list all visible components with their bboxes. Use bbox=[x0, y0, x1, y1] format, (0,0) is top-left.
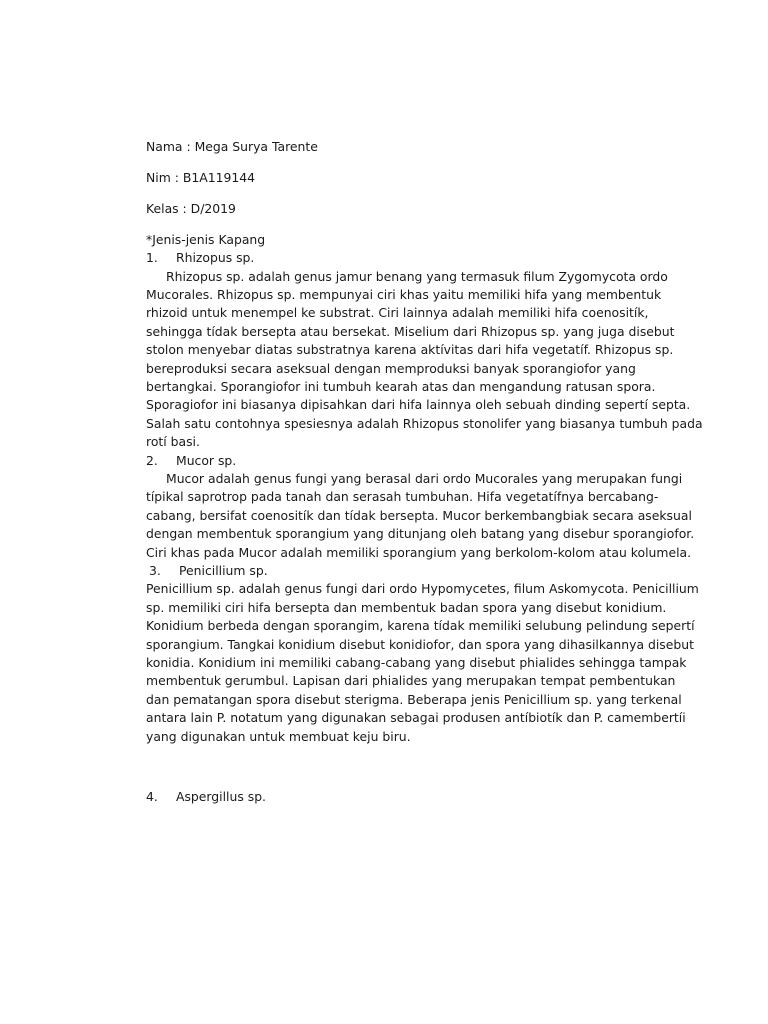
topic-title: *Jenis-jenis Kapang bbox=[146, 231, 266, 247]
paragraph-line: konidia. Konidium ini memiliki cabang-cabang yang disebut phialides sehingga tampak bbox=[146, 655, 687, 671]
section-title: Mucor sp. bbox=[176, 452, 237, 468]
paragraph-line: membentuk gerumbul. Lapisan dari phialides yang merupakan tempat pembentukan bbox=[146, 673, 676, 689]
paragraph-line: Salah satu contohnya spesiesnya adalah Rhizopus stonolifer yang biasanya tumbuh pada bbox=[146, 415, 703, 431]
section-title: Rhizopus sp. bbox=[176, 250, 255, 266]
section-number: 1. bbox=[146, 250, 158, 266]
paragraph-mucor bbox=[146, 470, 695, 562]
paragraph-line: Penicillium sp. adalah genus fungi dari ordo Hypomycetes, filum Askomycota. Penicillium bbox=[146, 581, 699, 597]
student-nim: Nim : B1A119144 bbox=[146, 169, 255, 185]
paragraph-line: stolon menyebar diatas substratnya karena aktívitas dari hifa vegetatíf. Rhizopus sp. bbox=[146, 342, 674, 358]
paragraph-line: Sporagiofor ini biasanya dipisahkan dari hifa lainnya oleh sebuah dinding sepertí septa. bbox=[146, 397, 691, 413]
document-body bbox=[146, 138, 703, 807]
paragraph-line: Rhizopus sp. adalah genus jamur benang yang termasuk filum Zygomycota ordo bbox=[166, 268, 668, 284]
section-heading-aspergillus bbox=[146, 788, 666, 806]
paragraph-line: Konidium berbeda dengan sporangim, karena tídak memiliki selubung pelindung sepertí bbox=[146, 618, 695, 634]
section-title: Aspergillus sp. bbox=[176, 789, 266, 805]
section-heading-rhizopus bbox=[146, 249, 666, 267]
paragraph-line: sporangium. Tangkai konidium disebut konidiofor, dan spora yang dihasilkannya disebut bbox=[146, 636, 694, 652]
paragraph-line: sehingga tídak bersepta atau bersekat. Miselium dari Rhizopus sp. yang juga disebut bbox=[146, 323, 675, 339]
paragraph-rhizopus bbox=[146, 268, 703, 452]
paragraph-line: típikal saprotrop pada tanah dan serasah tumbuhan. Hifa vegetatífnya bercabang- bbox=[146, 489, 659, 505]
paragraph-line: Mucor adalah genus fungi yang berasal dari ordo Mucorales yang merupakan fungi bbox=[166, 471, 683, 486]
section-number: 4. bbox=[146, 789, 158, 805]
paragraph-line: sp. memiliki ciri hifa bersepta dan membentuk badan spora yang disebut konidium. bbox=[146, 599, 667, 615]
paragraph-line: rhizoid untuk menempel ke substrat. Ciri lainnya adalah memiliki hifa coenositík, bbox=[146, 305, 649, 321]
section-title: Penicillium sp. bbox=[179, 563, 268, 579]
paragraph-line: dan pematangan spora disebut sterigma. Beberapa jenis Penicillium sp. yang terkenal bbox=[146, 691, 682, 707]
paragraph-line: rotí basi. bbox=[146, 434, 200, 450]
student-class: Kelas : D/2019 bbox=[146, 200, 236, 216]
paragraph-line: yang digunakan untuk membuat keju biru. bbox=[146, 728, 411, 744]
paragraph-line: bereproduksi secara aseksual dengan memproduksi banyak sporangiofor yang bbox=[146, 360, 636, 376]
student-name: Nama : Mega Surya Tarente bbox=[146, 139, 318, 154]
paragraph-line: antara lain P. notatum yang digunakan sebagai produsen antíbiotík dan P. camembertíi bbox=[146, 710, 686, 726]
section-heading-penicillium bbox=[146, 562, 666, 580]
paragraph-line: dengan membentuk sporangium yang ditunjang oleh batang yang disebur sporangiofor. bbox=[146, 526, 695, 542]
paragraph-penicillium bbox=[146, 580, 699, 746]
section-number: 3. bbox=[149, 563, 161, 579]
paragraph-line: Mucorales. Rhizopus sp. mempunyai ciri khas yaitu memiliki hifa yang membentuk bbox=[146, 286, 662, 302]
section-number: 2. bbox=[146, 452, 158, 468]
paragraph-line: cabang, bersifat coenositík dan tídak bersepta. Mucor berkembangbiak secara aseksual bbox=[146, 507, 692, 523]
paragraph-line: bertangkai. Sporangiofor ini tumbuh kearah atas dan mengandung ratusan spora. bbox=[146, 378, 656, 394]
section-heading-mucor bbox=[146, 452, 666, 470]
paragraph-line: Ciri khas pada Mucor adalah memiliki sporangium yang berkolom-kolom atau kolumela. bbox=[146, 544, 692, 560]
